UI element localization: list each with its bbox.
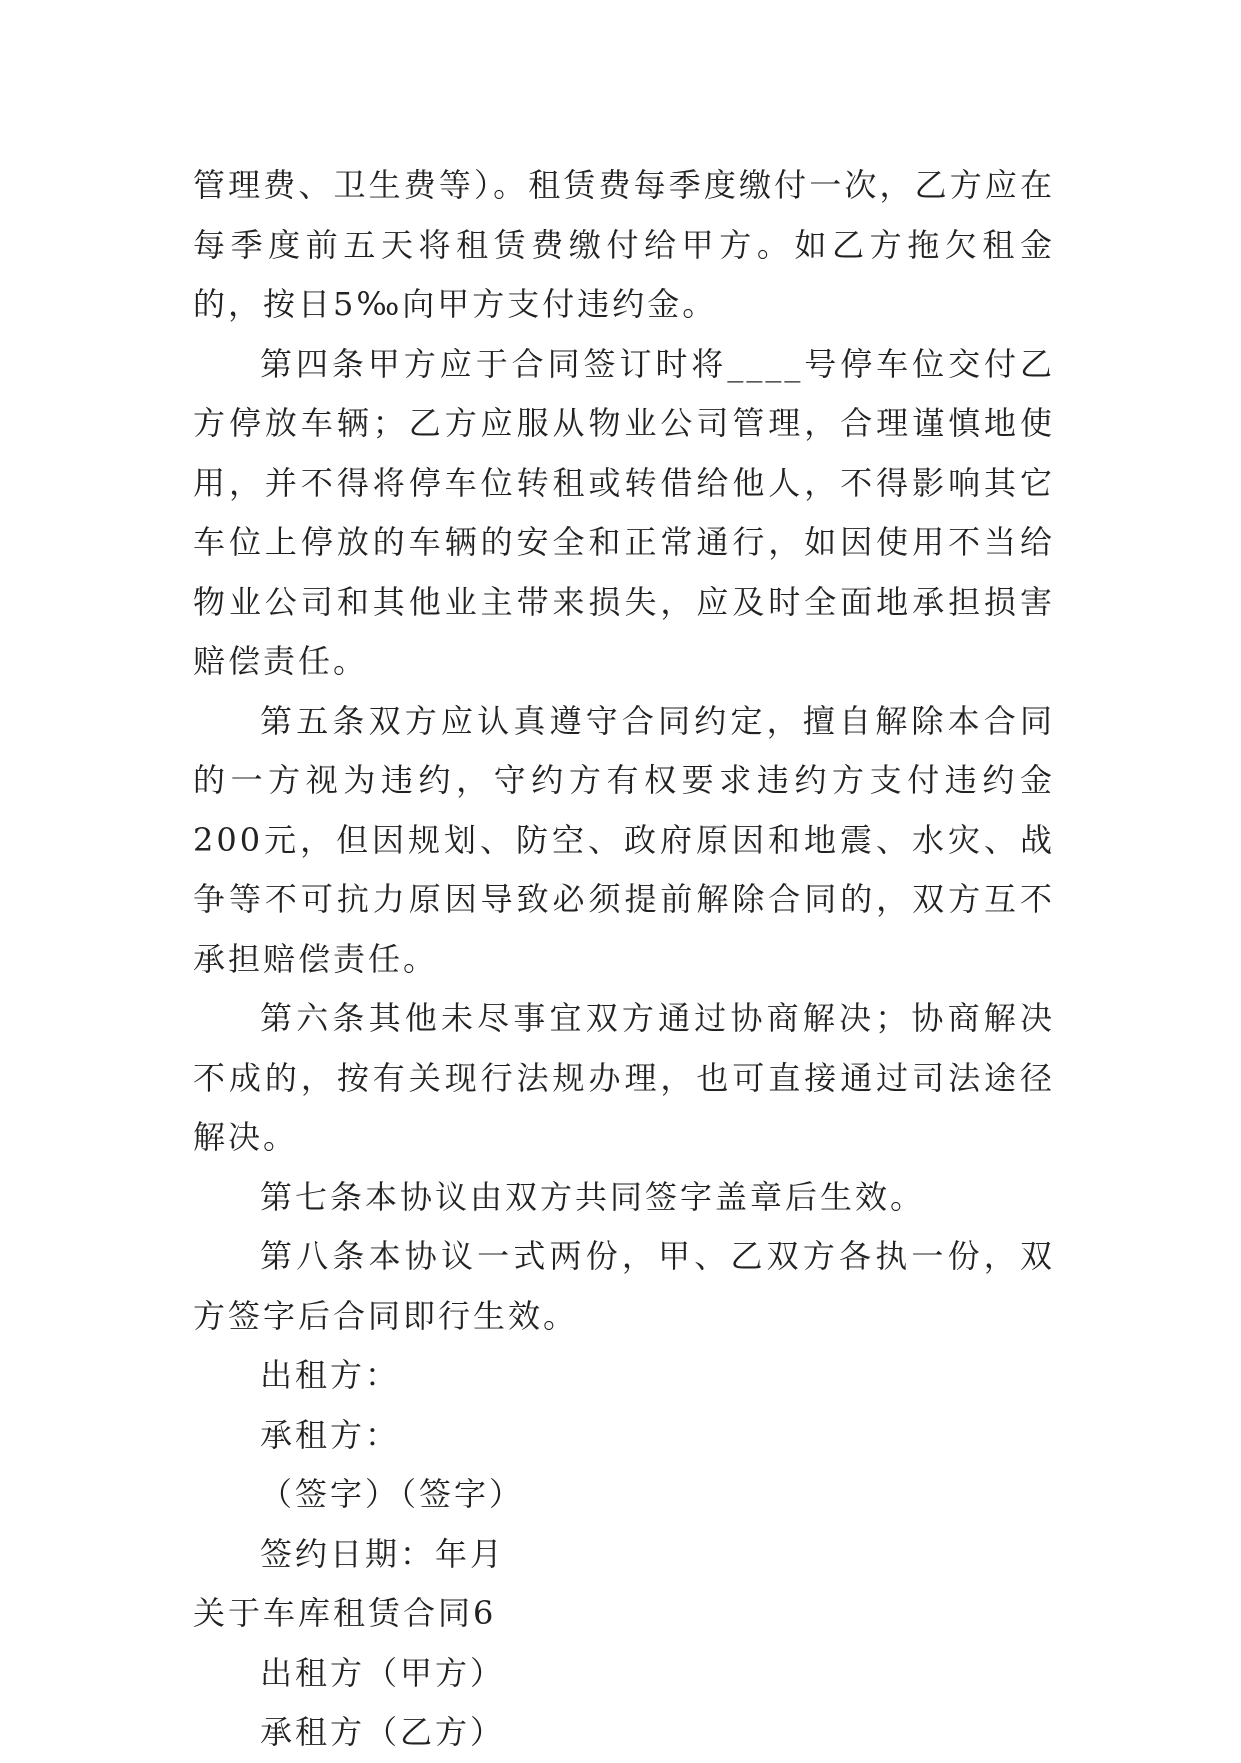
signing-date-label: 签约日期：年月 (260, 1534, 506, 1573)
paragraph-article-5: 第五条双方应认真遵守合同约定，擅自解除本合同的一方视为违约，守约方有权要求违约方支付违约金200元，但因规划、防空、政府原因和地震、水灾、战争等不可抗力原因导致必须提前解除合同的，双方互不承担赔偿责任。 (193, 701, 1055, 978)
lessee-label: 承租方： (260, 1415, 401, 1454)
paragraph-article-4: 第四条甲方应于合同签订时将____号停车位交付乙方停放车辆；乙方应服从物业公司管理，合理谨慎地使用，并不得将停车位转租或转借给他人，不得影响其它车位上停放的车辆的安全和正常通行，如因使用不当给物业公司和其他业主带来损失，应及时全面地承担损害赔偿责任。 (193, 344, 1055, 680)
section-heading: 关于车库租赁合同6 (193, 1594, 497, 1632)
paragraph-article-6: 第六条其他未尽事宜双方通过协商解决；协商解决不成的，按有关现行法规办理，也可直接通过司法途径解决。 (193, 999, 1055, 1156)
paragraph-article-7: 第七条本协议由双方共同签字盖章后生效。 (260, 1177, 926, 1216)
document-body (193, 156, 1055, 1763)
lessor-party-a: 出租方（甲方） (260, 1653, 506, 1692)
paragraph-article-8: 第八条本协议一式两份，甲、乙双方各执一份，双方签字后合同即行生效。 (193, 1237, 1055, 1335)
lessee-party-b: 承租方（乙方） (260, 1713, 506, 1751)
lessor-label: 出租方： (260, 1356, 401, 1394)
signature-label: （签字）（签字） (260, 1475, 525, 1513)
paragraph-fees-payment: 管理费、卫生费等）。租赁费每季度缴付一次，乙方应在每季度前五天将租赁费缴付给甲方。如乙方拖欠租金的，按日5‰向甲方支付违约金。 (193, 166, 1055, 323)
